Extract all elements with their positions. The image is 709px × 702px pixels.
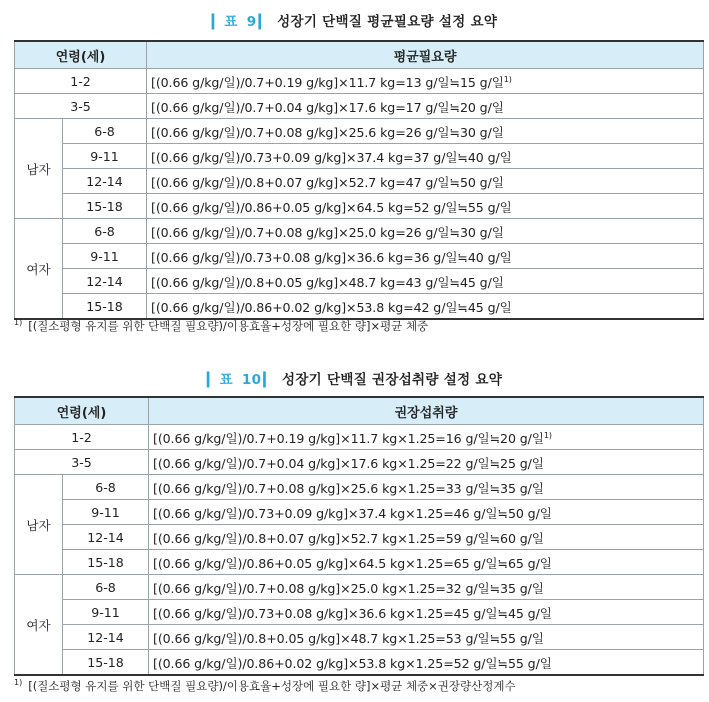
age-cell: 15-18	[63, 550, 149, 575]
table-row	[15, 219, 704, 244]
formula-text: [(0.66 g/kg/일)/0.7+0.08 g/kg]×25.0 kg=26 g/일≒30 g/일	[151, 224, 504, 240]
table-row	[15, 550, 704, 575]
table10-label: 표	[219, 372, 233, 388]
age-cell: 1-2	[15, 425, 149, 450]
table9-footnote	[14, 318, 428, 334]
formula-text: [(0.66 g/kg/일)/0.7+0.08 g/kg]×25.0 kg×1.25=32 g/일≒35 g/일	[153, 580, 544, 596]
table-row	[15, 294, 704, 320]
age-cell: 6-8	[63, 475, 149, 500]
formula-text: [(0.66 g/kg/일)/0.73+0.09 g/kg]×37.4 kg×1.25=46 g/일≒50 g/일	[153, 505, 552, 521]
formula-cell	[147, 219, 704, 244]
formula-text: [(0.66 g/kg/일)/0.7+0.08 g/kg]×25.6 kg×1.25=33 g/일≒35 g/일	[153, 480, 544, 496]
formula-text: [(0.66 g/kg/일)/0.7+0.04 g/kg]×17.6 kg=17 g/일≒20 g/일	[151, 99, 504, 115]
table10-number: 10	[241, 372, 262, 388]
table9-number: 9	[246, 14, 257, 30]
table10-footnote-mark: 1)	[14, 678, 23, 688]
footnote-ref: 1)	[543, 430, 552, 440]
formula-cell	[147, 119, 704, 144]
formula-cell	[149, 550, 704, 575]
formula-text: [(0.66 g/kg/일)/0.8+0.07 g/kg]×52.7 kg=47 g/일≒50 g/일	[151, 174, 504, 190]
formula-text: [(0.66 g/kg/일)/0.8+0.05 g/kg]×48.7 kg=43 g/일≒45 g/일	[151, 274, 504, 290]
formula-cell	[149, 475, 704, 500]
formula-cell	[147, 269, 704, 294]
sex-cell: 남자	[15, 475, 63, 575]
formula-text: [(0.66 g/kg/일)/0.86+0.02 g/kg]×53.8 kg=42 g/일≒45 g/일	[151, 299, 512, 315]
table-row	[15, 450, 704, 475]
table-row	[15, 425, 704, 450]
age-cell: 15-18	[63, 294, 147, 320]
table-row	[15, 475, 704, 500]
formula-cell	[149, 525, 704, 550]
formula-cell	[147, 244, 704, 269]
formula-cell	[149, 425, 704, 450]
formula-text: [(0.66 g/kg/일)/0.73+0.09 g/kg]×37.4 kg=37 g/일≒40 g/일	[151, 149, 512, 165]
footnote-ref: 1)	[503, 74, 512, 84]
table9-body	[15, 69, 704, 320]
age-cell: 12-14	[63, 269, 147, 294]
age-cell: 6-8	[63, 119, 147, 144]
formula-cell	[147, 144, 704, 169]
table-row	[15, 194, 704, 219]
formula-cell	[149, 575, 704, 600]
age-cell: 6-8	[63, 219, 147, 244]
sex-cell: 여자	[15, 575, 63, 676]
formula-cell	[149, 650, 704, 676]
age-cell: 3-5	[15, 94, 147, 119]
age-cell: 6-8	[63, 575, 149, 600]
table10	[14, 396, 704, 676]
table10-caption: ▎ 표 10 ▎ 성장기 단백질 권장섭취량 설정 요약	[206, 372, 503, 388]
age-cell: 9-11	[63, 244, 147, 269]
age-cell: 9-11	[63, 144, 147, 169]
sex-cell: 남자	[15, 119, 63, 219]
table-row	[15, 244, 704, 269]
table-row	[15, 625, 704, 650]
table10-body	[15, 425, 704, 676]
formula-cell	[147, 169, 704, 194]
age-cell: 9-11	[63, 500, 149, 525]
table-row	[15, 169, 704, 194]
age-cell: 9-11	[63, 600, 149, 625]
formula-cell	[149, 500, 704, 525]
formula-cell	[147, 69, 704, 94]
table-row	[15, 525, 704, 550]
age-cell: 12-14	[63, 169, 147, 194]
age-cell: 12-14	[63, 525, 149, 550]
formula-text: [(0.66 g/kg/일)/0.8+0.07 g/kg]×52.7 kg×1.25=59 g/일≒60 g/일	[153, 530, 544, 546]
table-row	[15, 575, 704, 600]
formula-text: [(0.66 g/kg/일)/0.73+0.08 g/kg]×36.6 kg=36 g/일≒40 g/일	[151, 249, 512, 265]
formula-cell	[147, 94, 704, 119]
table-row	[15, 69, 704, 94]
table-row	[15, 600, 704, 625]
formula-text: [(0.66 g/kg/일)/0.7+0.04 g/kg]×17.6 kg×1.25=22 g/일≒25 g/일	[153, 455, 544, 471]
formula-text: [(0.66 g/kg/일)/0.7+0.19 g/kg]×11.7 kg×1.25=16 g/일≒20 g/일	[153, 430, 544, 446]
table9	[14, 40, 704, 320]
table10-header-value: 권장섭취량	[149, 397, 704, 425]
formula-text: [(0.66 g/kg/일)/0.7+0.08 g/kg]×25.6 kg=26 g/일≒30 g/일	[151, 124, 504, 140]
table-row	[15, 269, 704, 294]
formula-cell	[149, 450, 704, 475]
table-row	[15, 500, 704, 525]
formula-text: [(0.66 g/kg/일)/0.86+0.05 g/kg]×64.5 kg=52 g/일≒55 g/일	[151, 199, 512, 215]
age-cell: 15-18	[63, 650, 149, 676]
table9-footnote-mark: 1)	[14, 318, 23, 328]
formula-cell	[147, 294, 704, 320]
table10-footnote-text: [(질소평형 유지를 위한 단백질 필요량)/이용효율+성장에 필요한 량]×평균 체중×권장량산정계수	[28, 679, 516, 693]
formula-cell	[149, 625, 704, 650]
formula-cell	[147, 194, 704, 219]
formula-cell	[149, 600, 704, 625]
table10-footnote	[14, 678, 516, 694]
age-cell: 3-5	[15, 450, 149, 475]
formula-text: [(0.66 g/kg/일)/0.7+0.19 g/kg]×11.7 kg=13 g/일≒15 g/일	[151, 74, 504, 90]
table10-header-age: 연령(세)	[15, 397, 149, 425]
table9-title: 성장기 단백질 평균필요량 설정 요약	[277, 14, 498, 30]
table9-header-value: 평균필요량	[147, 41, 704, 69]
formula-text: [(0.66 g/kg/일)/0.8+0.05 g/kg]×48.7 kg×1.25=53 g/일≒55 g/일	[153, 630, 544, 646]
table-row	[15, 650, 704, 676]
table-row	[15, 144, 704, 169]
formula-text: [(0.66 g/kg/일)/0.86+0.05 g/kg]×64.5 kg×1.25=65 g/일≒65 g/일	[153, 555, 552, 571]
table9-caption: ▎ 표 9 ▎ 성장기 단백질 평균필요량 설정 요약	[211, 14, 498, 30]
sex-cell: 여자	[15, 219, 63, 320]
table10-title: 성장기 단백질 권장섭취량 설정 요약	[281, 372, 503, 388]
table9-header-age: 연령(세)	[15, 41, 147, 69]
age-cell: 12-14	[63, 625, 149, 650]
table9-label: 표	[224, 14, 238, 30]
formula-text: [(0.66 g/kg/일)/0.86+0.02 g/kg]×53.8 kg×1.25=52 g/일≒55 g/일	[153, 655, 552, 671]
table9-footnote-text: [(질소평형 유지를 위한 단백질 필요량)/이용효율+성장에 필요한 량]×평균 체중	[28, 319, 429, 333]
table-row	[15, 119, 704, 144]
age-cell: 1-2	[15, 69, 147, 94]
age-cell: 15-18	[63, 194, 147, 219]
formula-text: [(0.66 g/kg/일)/0.73+0.08 g/kg]×36.6 kg×1.25=45 g/일≒45 g/일	[153, 605, 552, 621]
table-row	[15, 94, 704, 119]
